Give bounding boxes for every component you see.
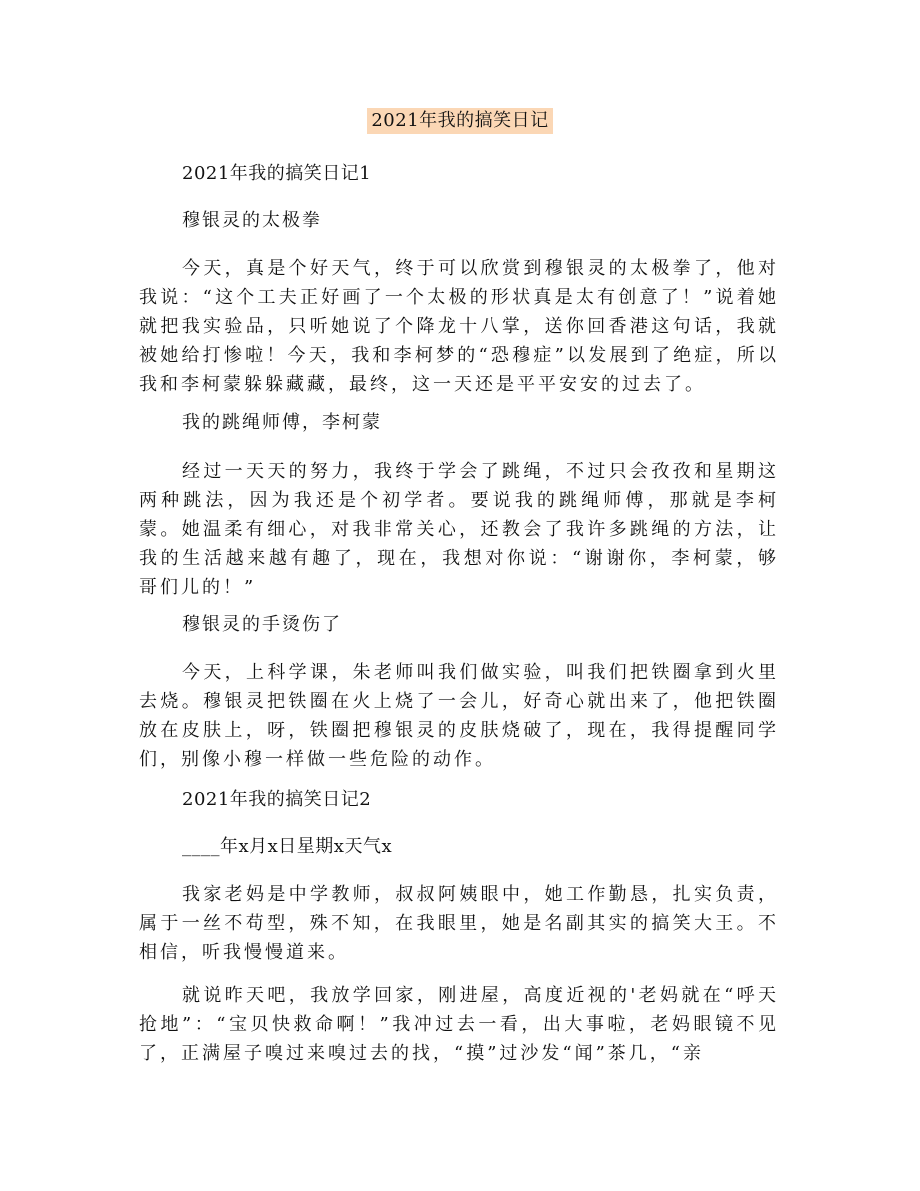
document-title-row bbox=[0, 108, 920, 134]
paragraph: 经过一天天的努力，我终于学会了跳绳，不过只会孜孜和星期这两种跳法，因为我还是个初学者。要说我的跳绳师傅，那就是李柯蒙。她温柔有细心，对我非常关心，还教会了我许多跳绳的方法，让我的生活越来越有趣了，现在，我想对你说：“谢谢你，李柯蒙，够哥们儿的！” bbox=[139, 461, 779, 598]
diary-subtitle: 穆银灵的手烫伤了 bbox=[182, 614, 342, 635]
document-title: 2021年我的搞笑日记 bbox=[367, 108, 552, 134]
section-heading-1: 2021年我的搞笑日记1 bbox=[182, 163, 372, 184]
diary-subtitle: 穆银灵的太极拳 bbox=[182, 210, 322, 231]
paragraph: 今天，真是个好天气，终于可以欣赏到穆银灵的太极拳了，他对我说：“这个工夫正好画了一个太极的形状真是太有创意了！”说着她就把我实验品，只听她说了个降龙十八掌，送你回香港这句话，我就被她给打惨啦！今天，我和李柯梦的“恐穆症”以发展到了绝症，所以我和李柯蒙躲躲藏藏，最终，这一天还是平平安安的过去了。 bbox=[139, 258, 779, 395]
section-heading-2: 2021年我的搞笑日记2 bbox=[182, 789, 372, 810]
diary-date-line: ____年x月x日星期x天气x bbox=[182, 836, 393, 857]
diary-subtitle: 我的跳绳师傅，李柯蒙 bbox=[182, 412, 382, 433]
paragraph: 就说昨天吧，我放学回家，刚进屋，高度近视的'老妈就在“呼天抢地”：“宝贝快救命啊！”我冲过去一看，出大事啦，老妈眼镜不见了，正满屋子嗅过来嗅过去的找，“摸”过沙发“闻”茶几，“亲 bbox=[139, 985, 779, 1064]
paragraph: 今天，上科学课，朱老师叫我们做实验，叫我们把铁圈拿到火里去烧。穆银灵把铁圈在火上烧了一会儿，好奇心就出来了，他把铁圈放在皮肤上，呀，铁圈把穆银灵的皮肤烧破了，现在，我得提醒同学们，别像小穆一样做一些危险的动作。 bbox=[139, 662, 779, 770]
paragraph: 我家老妈是中学教师，叔叔阿姨眼中，她工作勤恳，扎实负责，属于一丝不苟型，殊不知，在我眼里，她是名副其实的搞笑大王。不相信，听我慢慢道来。 bbox=[139, 884, 779, 963]
